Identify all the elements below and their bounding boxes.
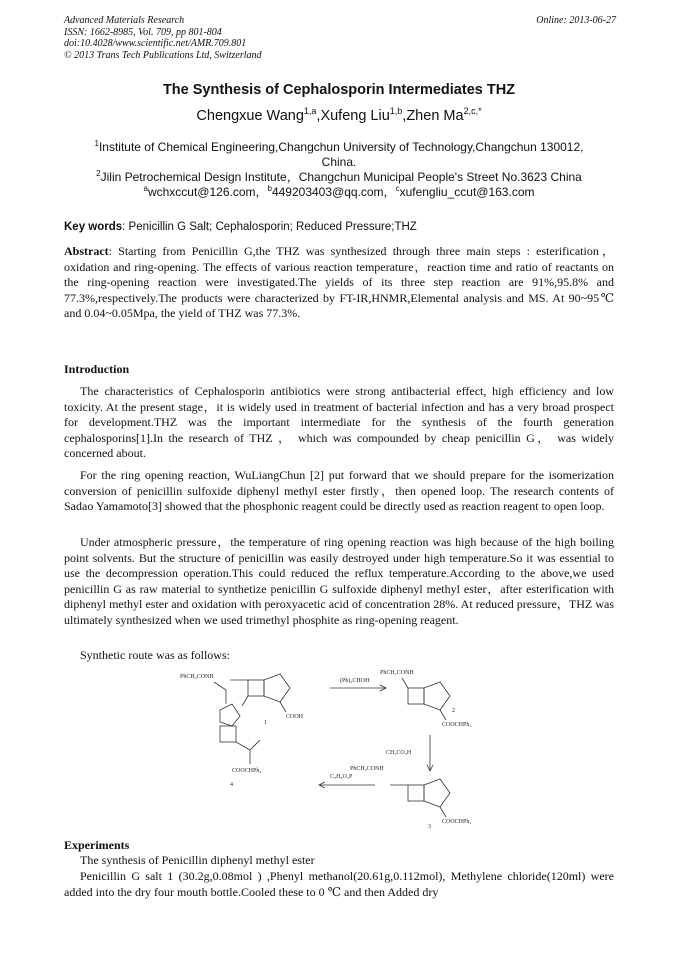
- scheme-label: (Ph)₂CHOH: [340, 678, 370, 684]
- journal-header: [64, 15, 262, 61]
- author-name: Xufeng Liu: [320, 107, 390, 124]
- journal-name: Advanced Materials Research: [64, 15, 185, 26]
- scheme-label: COOH: [286, 714, 304, 720]
- scheme-label: COOCHPh₂: [442, 722, 472, 728]
- scheme-label: COOCHPh₂: [442, 819, 472, 825]
- email-sup: c: [395, 184, 400, 193]
- scheme-label: PhCH₂CONH: [350, 766, 384, 772]
- experiments-subheading: The synthesis of Penicillin diphenyl methyl ester: [80, 853, 315, 867]
- compound-number-2: 2: [452, 708, 455, 714]
- scheme-label: COOCHPh₂: [232, 768, 262, 774]
- compound-number-4: 4: [230, 782, 233, 788]
- issn-line: ISSN: 1662-8985, Vol. 709, pp 801-804: [64, 26, 222, 38]
- scheme-label: C₃H₉O₃P: [330, 774, 353, 780]
- author-list: Chengxue Wang$^{1,a}$,Xufeng Liu$^{1,b}$,Zhen $Ma^{2,c,*}$: [196, 106, 482, 124]
- thiazolidine-ring-1: [264, 674, 290, 702]
- experiments-paragraph: Penicillin G salt 1 (30.2g,0.08mol ) ,Phenyl methanol(20.61g,0.112mol), Methylene chloride(120ml) were added into the dry four mouth bottle.Cooled these to 0 ℃ and then Added dry: [64, 869, 614, 899]
- intro-paragraph-3: Under atmospheric pressure，the temperature of ring opening reaction was high because of the high boiling point solvents. But the structure of penicillin was easily destroyed under high temperature.So it was essential to use the decompression operation.This could reduced the reflux temperature.According to the above,we used penicillin G as raw material to synthetize penicillin G sulfoxide diphenyl methyl ester，after esterification with diphenyl methyl ester and oxidation with peroxyacetic acid of concentration 28%. At reduced pressure，THZ was ultimately synthesized when we used trimethyl phosphite as ring-opening reagent.: [64, 535, 614, 627]
- intro-paragraph-2: For the ring opening reaction, WuLiangChun [2] put forward that we should prepare for the isomerization conversion of penicillin sulfoxide diphenyl methyl ester firstly，then opened loop. The research contents of Sadao Yamamoto[3] showed that the phosphonic reagent could be directly used as reaction reagent to open loop.: [64, 468, 614, 513]
- keywords-text: : Penicillin G Salt; Cephalosporin; Reduced Pressure;THZ: [122, 221, 417, 233]
- compound-number-3: 3: [428, 824, 431, 830]
- thiazolidine-ring-2: [424, 682, 450, 710]
- intro-paragraph-4: Synthetic route was as follows:: [80, 648, 230, 662]
- copyright-line: © 2013 Trans Tech Publications Ltd, Switzerland: [64, 49, 262, 61]
- affiliation-sup: 1: [94, 139, 99, 148]
- author-sup: 1,b: [389, 106, 403, 116]
- author-name: Chengxue Wang: [196, 107, 304, 124]
- beta-lactam-ring-1: [248, 680, 264, 696]
- abstract-label: Abstract: [64, 244, 109, 258]
- affiliation-1: [64, 136, 614, 170]
- intro-paragraph-1: The characteristics of Cephalosporin antibiotics were strong antibacterial effect, high efficiency and low toxicity. At the present stage，it is widely used in treatment of bacterial infection and has a very broad prospect for development.THZ was the important intermediate for the synthesis of the fourth generation cephalosporins[1].In the research of THZ ， which was compounded by cheap penicillin G， was widely concerned about.: [64, 384, 614, 460]
- thiazolidine-ring-3: [424, 779, 450, 807]
- email-list: [64, 181, 614, 200]
- email-address[interactable]: wchxccut@126.com，: [147, 185, 268, 199]
- email-sup: a: [143, 184, 148, 193]
- keywords: [64, 221, 417, 233]
- email-address[interactable]: 449203403@qq.com，: [271, 185, 396, 199]
- scheme-label: PhCH₂CONH: [180, 674, 214, 680]
- author-sup: 2,c,*: [463, 106, 482, 116]
- email-sup: b: [267, 184, 272, 193]
- abstract: [64, 244, 614, 322]
- paper-title: The Synthesis of Cephalosporin Intermediates THZ: [162, 82, 516, 98]
- experiments-heading: Experiments: [64, 838, 130, 852]
- beta-lactam-ring-4: [220, 726, 236, 742]
- thiazoline-ring-4: [220, 704, 240, 726]
- author-name: Zhen Ma: [406, 107, 464, 124]
- beta-lactam-ring-3: [408, 785, 424, 801]
- affiliation-text: Jilin Petrochemical Design Institute，Changchun Municipal People's Street No.3623 China: [100, 170, 582, 184]
- scheme-label: CH₃CO₃H: [386, 750, 412, 756]
- author-sup: 1,a: [303, 106, 317, 116]
- synthetic-route-scheme: [180, 660, 520, 830]
- affiliation-text: China.: [321, 155, 357, 169]
- compound-number-1: 1: [264, 720, 267, 726]
- email-address[interactable]: xufengliu_ccut@163.com: [399, 185, 535, 199]
- online-date: Online: 2013-06-27: [536, 15, 616, 26]
- doi-line: doi:10.4028/www.scientific.net/AMR.709.801: [64, 38, 247, 49]
- beta-lactam-ring-2: [408, 688, 424, 704]
- affiliation-text: Institute of Chemical Engineering,Changchun University of Technology,Changchun 130012,: [98, 140, 584, 154]
- abstract-text: : Starting from Penicillin G,the THZ was synthesized through three main steps : esterification，oxidation and ring-opening. The effects of various reaction temperature，reaction time and ratio of reactants on the ring-opening reaction were investigated.The yields of its three step reaction are 91%,95.8% and 77.3%,respectively.The products were characterized by FT-IR,HNMR,Elemental analysis and MS. At 90~95℃ and 0.04~0.05Mpa, the yield of THZ was 77.3%.: [64, 244, 614, 320]
- affiliation-sup: 2: [96, 169, 101, 178]
- introduction-heading: Introduction: [64, 362, 130, 376]
- scheme-label: PhCH₂CONH: [380, 670, 414, 676]
- keywords-label: Key words: [64, 221, 123, 233]
